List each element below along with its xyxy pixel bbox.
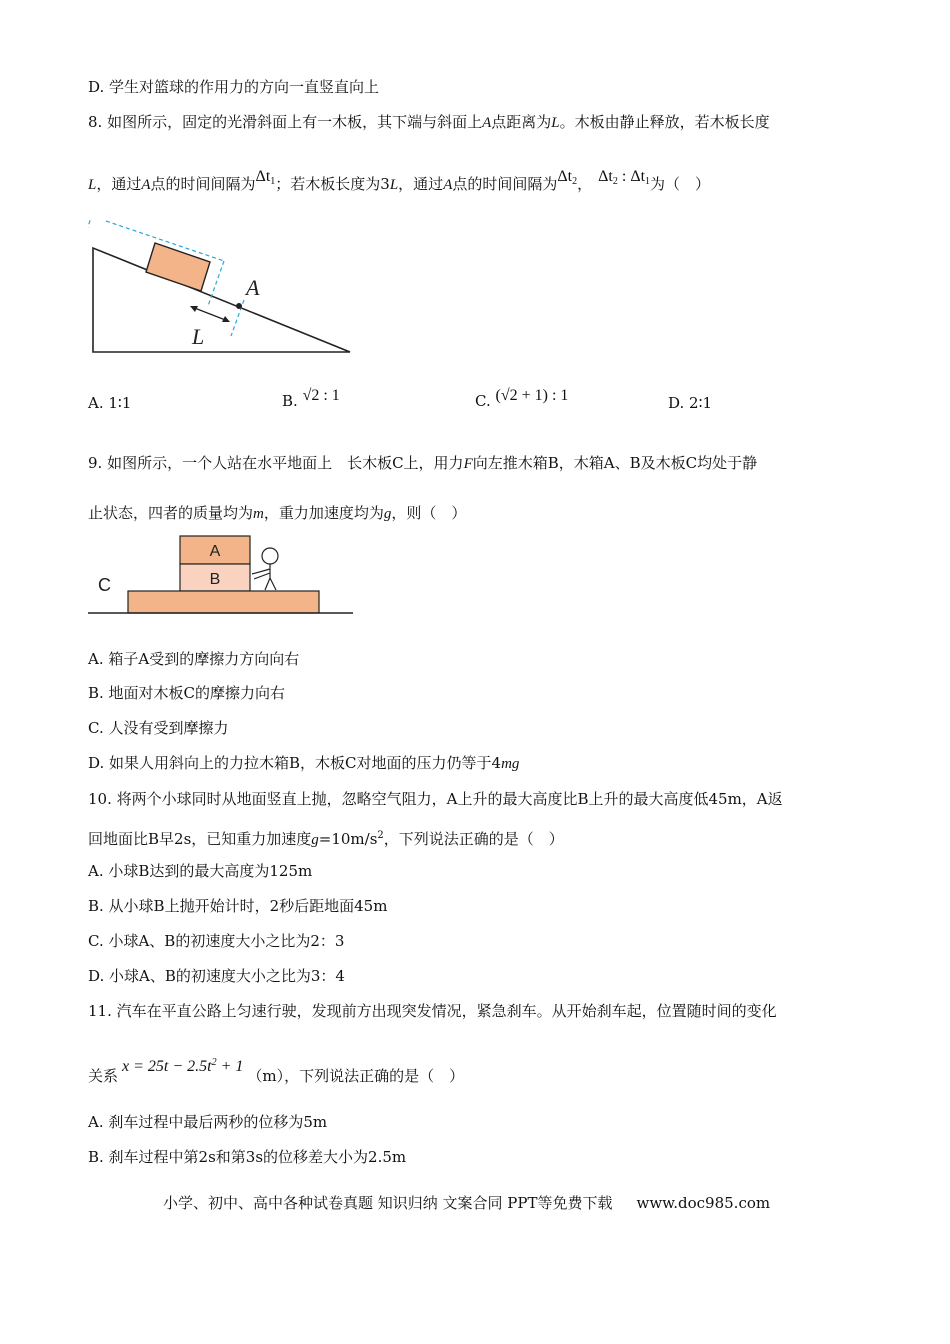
q8-stem-line1 xyxy=(88,112,770,133)
option-prefix: B. xyxy=(282,392,303,410)
q9-text: 9. 如图所示，一个人站在水平地面上 长木板C上，用力 xyxy=(88,454,464,472)
dt-text: Δt xyxy=(255,168,271,185)
q9-boxes-figure xyxy=(88,533,358,617)
q8-text: 8. 如图所示，固定的光滑斜面上有一木板，其下端与斜面上 xyxy=(88,113,483,131)
subscript: 2 xyxy=(612,176,618,187)
q9-option-b: B. 地面对木板C的摩擦力向右 xyxy=(88,684,286,702)
label-l: L xyxy=(192,324,205,349)
option-prefix: C. xyxy=(475,392,496,410)
box-b-label: B xyxy=(209,571,221,588)
q9-option-c: C. 人没有受到摩擦力 xyxy=(88,719,229,737)
dt-text: Δt xyxy=(598,168,613,185)
var-a: A xyxy=(141,177,151,193)
subscript: 1 xyxy=(645,176,651,187)
q8-text: 点距离为 xyxy=(491,113,552,131)
footer-text: 小学、初中、高中各种试卷真题 知识归纳 文案合同 PPT等免费下载 xyxy=(163,1194,613,1212)
board-c xyxy=(128,591,319,613)
var-l: L xyxy=(88,177,97,193)
q8-option-c xyxy=(475,387,569,412)
var-l: L xyxy=(551,115,560,131)
q9-option-d xyxy=(88,753,519,774)
q10-stem-line2 xyxy=(88,826,564,850)
q8-option-d: D. 2∶1 xyxy=(668,394,713,412)
superscript: 2 xyxy=(377,830,384,841)
q10-option-c: C. 小球A、B的初速度大小之比为2：3 xyxy=(88,932,345,950)
q11-text: 关系 xyxy=(88,1067,119,1085)
q11-option-b: B. 刹车过程中第2s和第3s的位移差大小为2.5m xyxy=(88,1148,407,1166)
q8-stem-line2 xyxy=(88,168,711,200)
var-m: m xyxy=(253,506,264,522)
position-formula xyxy=(122,1058,243,1075)
q11-option-a: A. 刹车过程中最后两秒的位移为5m xyxy=(88,1113,328,1131)
plank xyxy=(146,243,210,291)
q7-option-d: D. 学生对篮球的作用力的方向一直竖直向上 xyxy=(88,78,380,96)
q8-incline-figure xyxy=(88,218,358,360)
l-arrow xyxy=(192,307,228,321)
q8-text: ，通过 xyxy=(96,175,142,193)
formula-text: + 1 xyxy=(216,1058,244,1075)
var-a: A xyxy=(482,115,492,131)
var-l: L xyxy=(389,177,399,193)
var-g: g xyxy=(311,832,319,848)
q8-text: ；若木板长度为3 xyxy=(275,175,390,193)
q8-text: 为（ ） xyxy=(650,175,711,193)
q11-text: （m），下列说法正确的是（ ） xyxy=(247,1067,465,1085)
q9-text: 止状态，四者的质量均为 xyxy=(88,504,254,522)
board-c-label: C xyxy=(98,575,111,595)
q11-stem-line1: 11. 汽车在平直公路上匀速行驶，发现前方出现突发情况，紧急刹车。从开始刹车起，位置随时间的变化 xyxy=(88,1002,777,1020)
q10-stem-line1: 10. 将两个小球同时从地面竖直上抛，忽略空气阻力，A上升的最大高度比B上升的最大高度低45m，A返 xyxy=(88,790,783,808)
ratio-sep: : xyxy=(617,168,631,185)
var-g: g xyxy=(383,506,392,522)
q9-text: 向左推木箱B，木箱A、B及木板C均处于静 xyxy=(472,454,758,472)
label-a: A xyxy=(246,275,260,300)
q10-text: 回地面比B早2s，已知重力加速度 xyxy=(88,830,312,848)
q10-option-a: A. 小球B达到的最大高度为125m xyxy=(88,862,313,880)
box-a-label: A xyxy=(209,543,221,560)
q10-option-b: B. 从小球B上抛开始计时，2秒后距地面45m xyxy=(88,897,388,915)
q9-option-a: A. 箱子A受到的摩擦力方向向右 xyxy=(88,650,300,668)
option-expr: √2 : 1 xyxy=(302,387,340,404)
q8-text: ， xyxy=(577,175,593,193)
q8-text: 。木板由静止释放，若木板长度 xyxy=(559,113,770,131)
q8-text: ，通过 xyxy=(398,175,444,193)
var-mg: mg xyxy=(501,756,520,772)
var-a: A xyxy=(443,177,453,193)
subscript: 1 xyxy=(270,176,276,187)
q8-text: 点的时间间隔为 xyxy=(452,175,558,193)
dt-text: Δt xyxy=(630,168,646,185)
person-figure xyxy=(252,548,278,590)
q8-text: 点的时间间隔为 xyxy=(150,175,256,193)
dt-text: Δt xyxy=(557,168,573,185)
q9-stem-line1 xyxy=(88,453,757,474)
dashed-guide xyxy=(88,218,94,244)
footer-url[interactable]: www.doc985.com xyxy=(636,1194,771,1212)
q9-stem-line2 xyxy=(88,503,466,524)
q10-text: =10m/s xyxy=(318,830,378,848)
var-f: F xyxy=(463,456,473,472)
option-text: D. 如果人用斜向上的力拉木箱B，木板C对地面的压力仍等于4 xyxy=(88,754,502,772)
dt-ratio xyxy=(598,168,650,185)
q11-stem-line2 xyxy=(88,1057,465,1087)
q8-option-a: A. 1∶1 xyxy=(88,394,132,412)
subscript: 2 xyxy=(572,176,578,187)
q10-option-d: D. 小球A、B的初速度大小之比为3：4 xyxy=(88,967,345,985)
page-footer xyxy=(163,1192,770,1213)
dt1-symbol xyxy=(256,168,276,185)
q9-text: ，重力加速度均为 xyxy=(263,504,384,522)
option-expr: (√2 + 1) : 1 xyxy=(495,387,569,404)
incline-triangle xyxy=(93,248,350,352)
q8-option-b xyxy=(282,387,340,412)
q10-text: ，下列说法正确的是（ ） xyxy=(383,830,564,848)
formula-text: x = 25t − 2.5t xyxy=(122,1058,212,1075)
q9-text: ，则（ ） xyxy=(391,504,467,522)
point-a xyxy=(236,303,242,309)
superscript: 2 xyxy=(211,1057,217,1068)
dt2-symbol xyxy=(557,168,577,185)
